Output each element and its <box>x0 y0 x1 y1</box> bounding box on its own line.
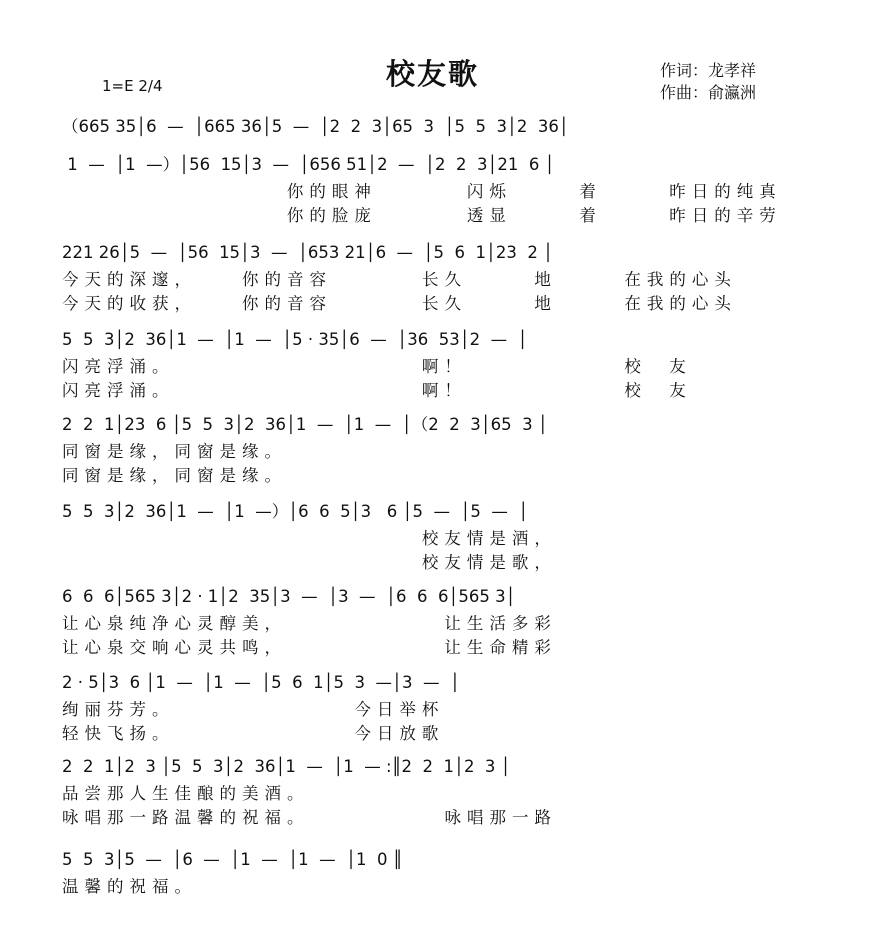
lyric-line: 同窗是缘，同窗是缘。 <box>62 466 287 485</box>
key-signature: 1=E 2/4 <box>102 77 163 95</box>
composer-credit: 作曲：俞瀛洲 <box>660 83 757 102</box>
lyric-line: 咏唱那一路温馨的祝福。 咏唱那一路 <box>62 808 557 827</box>
notation-line: 6 6 6│565 3│2 · 1│2 35│3 — │3 — │6 6 6│565 3│ <box>62 587 516 606</box>
lyric-line: 同窗是缘，同窗是缘。 <box>62 442 287 461</box>
notation-line: （665 35│6 — │665 36│5 — │2 2 3│65 3 │5 5 3│2 36│ <box>62 117 569 136</box>
lyricist-credit: 作词：龙孝祥 <box>660 61 757 80</box>
notation-line: 221 26│5 — │56 15│3 — │653 21│6 — │5 6 1│23 2 │ <box>62 243 554 262</box>
lyric-line: 绚丽芬芳。 今日举杯 <box>62 700 445 719</box>
lyric-line: 校友情是歌， <box>62 553 557 572</box>
notation-line: 2 2 1│23 6 │5 5 3│2 36│1 — │1 — │（2 2 3│65 3 │ <box>62 415 548 434</box>
lyric-line: 让心泉纯净心灵醇美， 让生活多彩 <box>62 614 557 633</box>
lyric-line: 闪亮浮涌。 啊！ 校 友 <box>62 381 692 400</box>
score-line <box>62 668 802 746</box>
score-line <box>62 752 802 830</box>
notation-line: 5 5 3│5 — │6 — │1 — │1 — │1 0 ║ <box>62 850 403 869</box>
notation-line: 5 5 3│2 36│1 — │1 — │5 · 35│6 — │36 53│2 — │ <box>62 330 528 349</box>
lyric-line: 品尝那人生佳酿的美酒。 <box>62 784 310 803</box>
notation-line: 5 5 3│2 36│1 — │1 —）│6 6 5│3 6 │5 — │5 — │ <box>62 502 529 521</box>
score-line <box>62 410 802 488</box>
notation-line: 2 2 1│2 3 │5 5 3│2 36│1 — │1 — :║2 2 1│2 3 │ <box>62 757 511 776</box>
lyric-line: 让心泉交响心灵共鸣， 让生命精彩 <box>62 638 557 657</box>
song-title: 校友歌 <box>386 57 480 91</box>
score-line <box>62 582 802 660</box>
score-line <box>62 845 802 899</box>
lyric-line: 轻快飞扬。 今日放歌 <box>62 724 445 743</box>
lyric-line: 校友情是酒， <box>62 529 557 548</box>
lyric-line: 温馨的祝福。 <box>62 877 197 896</box>
lyric-line: 你的脸庞 透显 着 昨日的辛劳 <box>62 206 782 225</box>
score-line <box>62 497 802 575</box>
lyric-line: 闪亮浮涌。 啊！ 校 友 <box>62 357 692 376</box>
lyric-line: 你的眼神 闪烁 着 昨日的纯真 <box>62 182 782 201</box>
notation-line: 1 — │1 —）│56 15│3 — │656 51│2 — │2 2 3│21 6 │ <box>62 155 555 174</box>
score-line <box>62 238 802 316</box>
notation-line: 2 · 5│3 6 │1 — │1 — │5 6 1│5 3 —│3 — │ <box>62 673 460 692</box>
score-line <box>62 325 802 403</box>
score-line <box>62 112 802 142</box>
lyric-line: 今天的收获， 你的音容 长久 地 在我的心头 <box>62 294 737 313</box>
score-line <box>62 150 802 228</box>
lyric-line: 今天的深邃， 你的音容 长久 地 在我的心头 <box>62 270 737 289</box>
